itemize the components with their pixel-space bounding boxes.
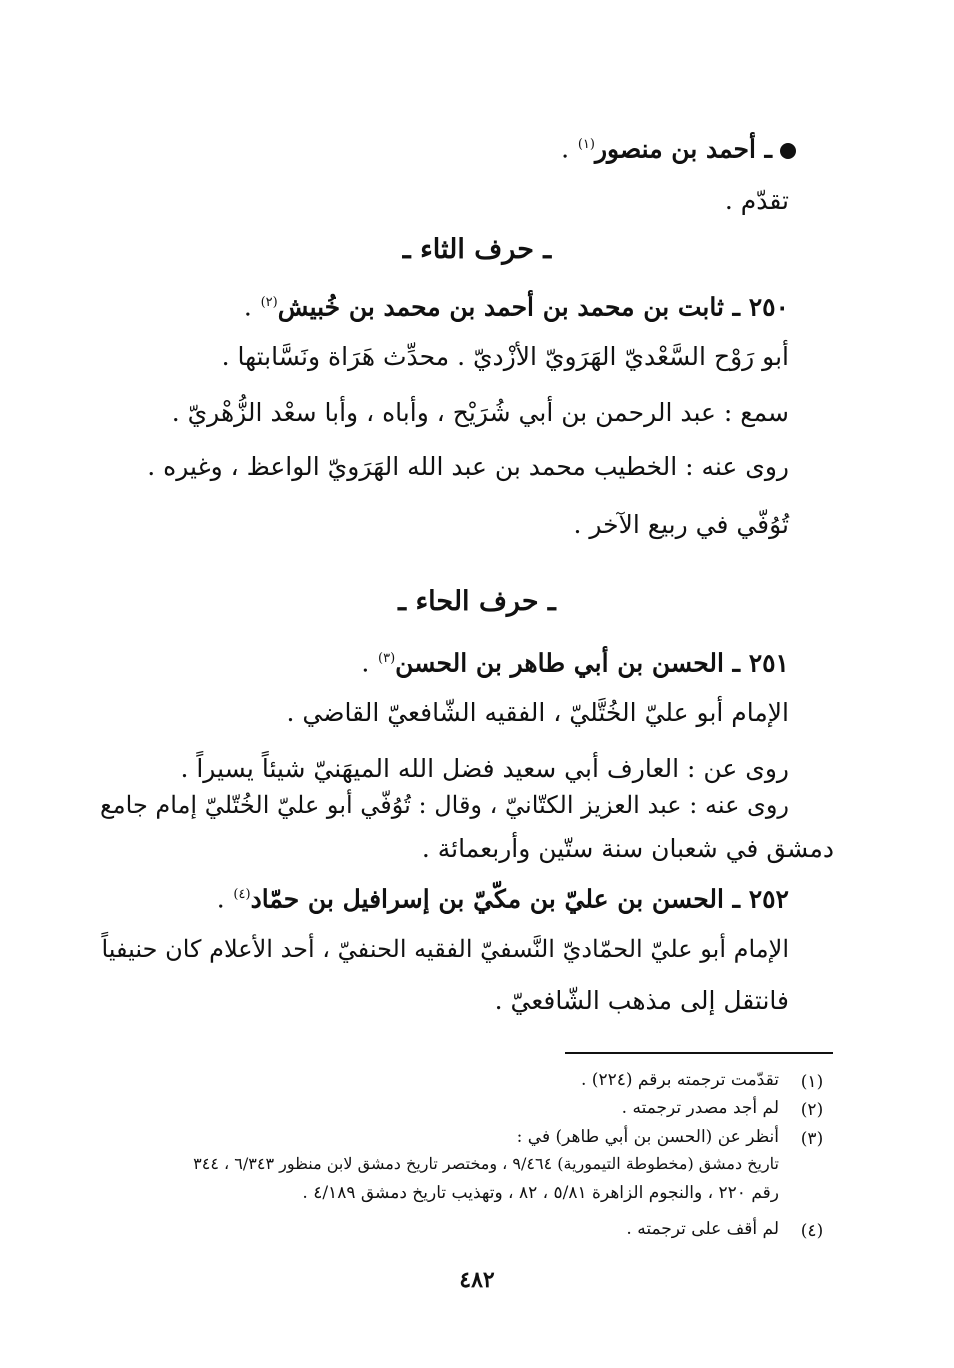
footnote-ref: (١) [577,137,595,152]
entry-250-title: ٢٥٠ ـ ثابت بن محمد بن أحمد بن محمد بن خُبيش$^{(٢)}$ . [243,292,789,322]
footnote-text: أنظر عن (الحسن بن أبي طاهر) في : [516,1127,779,1147]
entry-ahmad-title: ـ أحمد بن منصور$^{(١)}$ . [561,128,796,166]
footnote-text-continued: رقم ٢٢٠ ، والنجوم الزاهرة ٥/٨١ ، ٨٢ ، وتهذيب تاريخ دمشق ٤/١٨٩ . [302,1183,779,1203]
entry-251-title: ٢٥١ ـ الحسن بن أبي طاهر بن الحسن$^{(٣)}$ . [361,648,789,678]
entry-ahmad-note: تقدّم . [724,186,789,215]
entry-252-line-1: الإمام أبو عليّ الحمّاديّ النَّسفيّ الفقيه الحنفيّ ، أحد الأعلام كان حنيفياً [101,935,789,963]
section-heading-tha: ـ حرف الثاء ـ [402,234,552,265]
entry-251-line-3: روى عنه : عبد العزيز الكتّانيّ ، وقال : تُوُفّي أبو عليّ الخُتّليّ إمام جامع [100,791,789,819]
footnote-ref: (٢) [260,295,278,310]
footnote-divider [565,1052,833,1054]
footnote-text-continued: تاريخ دمشق (مخطوطة التيمورية) ٩/٤٦٤ ، ومختصر تاريخ دمشق لابن منظور ٦/٣٤٣ ، ٣٤٤ [193,1154,779,1173]
entry-251-line-2: روى عن : العارف أبي سعيد فضل الله الميهَنيّ شيئاً يسيراً . [180,754,789,783]
entry-252-line-2: فانتقل إلى مذهب الشّافعيّ . [494,986,789,1015]
footnote-number: (٤) [800,1221,824,1241]
entry-250-line-3: روى عنه : الخطيب محمد بن عبد الله الهَرَويّ الواعظ ، وغيره . [147,452,789,481]
footnote-number: (٣) [800,1129,824,1149]
section-heading-ha: ـ حرف الحاء ـ [398,586,556,617]
footnote-text: لم أجد مصدر ترجمته . [621,1098,779,1118]
footnote-ref: (٣) [378,651,396,666]
bullet-icon [780,143,796,159]
entry-251-line-1: الإمام أبو عليّ الخُتَّليّ ، الفقيه الشّافعيّ القاضي . [286,698,789,727]
entry-250-line-2: سمع : عبد الرحمن بن أبي شُرَيْح ، وأباه ، وأبا سعْد الزُّهْريّ . [171,398,789,427]
footnote-text: تقدّمت ترجمته برقم (٢٢٤) . [580,1070,779,1090]
entry-251-line-4: دمشق في شعبان سنة ستّين وأربعمائة . [421,834,834,863]
entry-250-line-1: أبو رَوْح السَّعْديّ الهَرَويّ الأزْديّ . محدِّث هَرَاة ونَسَّابتها . [221,342,789,371]
footnote-number: (٢) [800,1100,824,1120]
entry-252-title: ٢٥٢ ـ الحسن بن عليّ بن مكّيّ بن إسرافيل بن حمّاد$^{(٤)}$ . [216,884,789,914]
page-number: ٤٨٢ [459,1267,495,1293]
footnote-number: (١) [800,1072,824,1092]
footnote-text: لم أقف على ترجمته . [626,1219,779,1239]
footnote-ref: (٤) [233,887,251,902]
entry-250-line-4: تُوُفّي في ربيع الآخر . [573,510,789,539]
